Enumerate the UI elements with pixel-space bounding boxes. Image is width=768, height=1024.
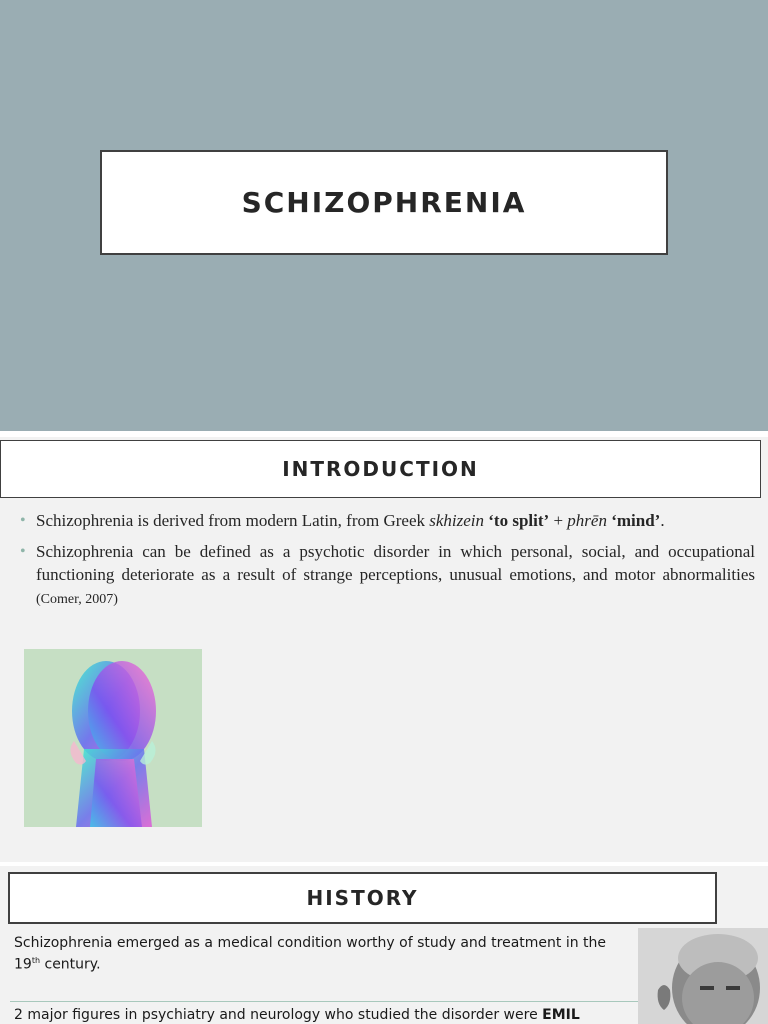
greek-word-skhizein: skhizein (429, 511, 485, 530)
introduction-heading-box (0, 440, 761, 498)
introduction-bullets (20, 509, 755, 619)
history-heading: HISTORY (306, 886, 419, 910)
plus-sign: + (549, 511, 568, 530)
gloss-to-split: ‘to split’ (488, 511, 550, 530)
etymology-text: Schizophrenia is derived from modern Latin, from Greek (36, 511, 430, 530)
slide-title: SCHIZOPHRENIA (241, 186, 527, 219)
title-box (100, 150, 668, 255)
history-paragraph-1 (14, 934, 624, 974)
bullet-dot-icon: • (20, 512, 26, 529)
bullet-dot-icon: • (20, 543, 26, 560)
history-separator (10, 1001, 640, 1002)
gloss-mind: ‘mind’ (611, 511, 661, 530)
split-head-illustration (24, 649, 202, 827)
greek-word-phren: phrēn (567, 511, 607, 530)
citation: (Comer, 2007) (36, 592, 118, 607)
bullet-definition (20, 540, 755, 611)
bullet-etymology (20, 509, 755, 532)
history-p1-end: century. (40, 956, 101, 973)
superscript-th: th (31, 956, 41, 965)
introduction-slide (0, 437, 768, 862)
history-slide (0, 866, 768, 1024)
definition-text: Schizophrenia can be defined as a psychotic disorder in which personal, social, and occupational functioning deteriorate as a result of strange perceptions, unusual emotions, and motor abnormalities (36, 542, 755, 584)
portrait-photo (638, 928, 768, 1024)
history-heading-box (8, 872, 717, 924)
history-p1-text: Schizophrenia emerged as a medical condition worthy of study and treatment in the 19 (14, 935, 607, 973)
period: . (660, 511, 665, 530)
name-emil: EMIL (542, 1007, 580, 1023)
introduction-heading: INTRODUCTION (282, 457, 479, 481)
history-p2-text: 2 major figures in psychiatry and neurology who studied the disorder were (14, 1007, 543, 1023)
title-slide (0, 0, 768, 431)
history-paragraph-2 (14, 1006, 624, 1024)
